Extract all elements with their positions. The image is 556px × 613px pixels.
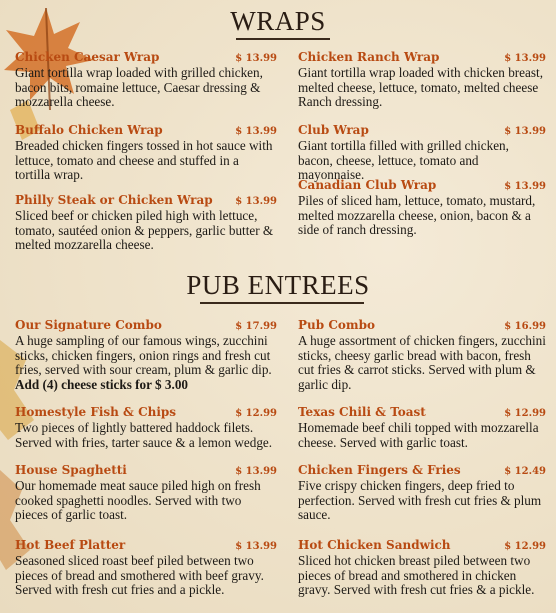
item-price: $ 13.99 bbox=[504, 53, 546, 64]
item-name: Chicken Caesar Wrap bbox=[15, 50, 160, 64]
item-price: $ 13.99 bbox=[235, 466, 277, 477]
menu-item bbox=[15, 318, 277, 392]
item-description: Five crispy chicken fingers, deep fried to perfection. Served with fresh cut fries & plum sauce. bbox=[298, 478, 542, 523]
item-description: Giant tortilla wrap loaded with chicken breast, melted cheese, lettuce, tomato, melted cheese Ranch dressing. bbox=[298, 65, 543, 110]
menu-item bbox=[298, 50, 546, 110]
item-description: Homemade beef chili topped with mozzarella cheese. Served with garlic toast. bbox=[298, 420, 539, 450]
menu-item bbox=[298, 178, 546, 238]
pub-entrees-title: PUB ENTREES bbox=[186, 270, 370, 300]
item-description: Sliced hot chicken breast piled between two pieces of bread and smothered in chicken gravy. Served with fresh cut fries & a pickle. bbox=[298, 553, 535, 598]
item-name: Our Signature Combo bbox=[15, 318, 162, 332]
item-price: $ 12.99 bbox=[504, 541, 546, 552]
menu-item bbox=[15, 193, 277, 253]
item-price: $ 13.99 bbox=[235, 53, 277, 64]
menu-item bbox=[15, 50, 277, 110]
item-price: $ 13.99 bbox=[504, 181, 546, 192]
item-description: Two pieces of lightly battered haddock filets. Served with fries, tarter sauce & a lemon wedge. bbox=[15, 420, 273, 450]
item-name: Hot Beef Platter bbox=[15, 538, 126, 552]
item-name: Club Wrap bbox=[298, 123, 369, 137]
item-price: $ 13.99 bbox=[235, 541, 277, 552]
item-name: House Spaghetti bbox=[15, 463, 127, 477]
menu-item bbox=[298, 538, 546, 598]
item-description: Our homemade meat sauce piled high on fresh cooked spaghetti noodles. Served with two pieces of garlic toast. bbox=[15, 478, 261, 523]
item-description: Seasoned sliced roast beef piled between two pieces of bread and smothered with beef gravy. Served with fresh cut fries and a pickle. bbox=[15, 553, 264, 598]
item-description: Sliced beef or chicken piled high with lettuce, tomato, sautéed onion & peppers, garlic butter & melted mozzarella cheese. bbox=[15, 208, 274, 253]
item-name: Philly Steak or Chicken Wrap bbox=[15, 193, 213, 207]
item-price: $ 12.49 bbox=[504, 466, 546, 477]
item-name: Texas Chili & Toast bbox=[298, 405, 426, 419]
item-price: $ 17.99 bbox=[235, 321, 277, 332]
menu-item bbox=[15, 463, 277, 523]
item-price: $ 16.99 bbox=[504, 321, 546, 332]
menu-item bbox=[298, 405, 546, 450]
item-price: $ 12.99 bbox=[235, 408, 277, 419]
item-price: $ 13.99 bbox=[235, 126, 277, 137]
menu-item bbox=[298, 318, 546, 392]
item-description: A huge assortment of chicken fingers, zucchini sticks, cheesy garlic bread with bacon, fresh cut fries & carrot sticks. Served with plum & garlic dip. bbox=[298, 333, 546, 392]
item-price: $ 12.99 bbox=[504, 408, 546, 419]
item-description: Breaded chicken fingers tossed in hot sauce with lettuce, tomato and cheese and stuffed in a tortilla wrap. bbox=[15, 138, 273, 183]
item-name: Canadian Club Wrap bbox=[298, 178, 437, 192]
menu-item bbox=[15, 405, 277, 450]
item-name: Chicken Fingers & Fries bbox=[298, 463, 461, 477]
item-description: Giant tortilla filled with grilled chicken, bacon, cheese, lettuce, tomato and mayonnaise. bbox=[298, 138, 509, 183]
menu-item bbox=[298, 123, 546, 183]
item-addon: Add (4) cheese sticks for $ 3.00 bbox=[15, 376, 189, 392]
pub-entrees-title-underline bbox=[200, 302, 364, 304]
menu-item bbox=[298, 463, 546, 523]
item-price: $ 13.99 bbox=[235, 196, 277, 207]
item-price: $ 13.99 bbox=[504, 126, 546, 137]
item-description: A huge sampling of our famous wings, zucchini sticks, chicken fingers, onion rings and fresh cut fries, served with sour cream, plum & garlic dip. bbox=[15, 333, 272, 378]
wraps-title-underline bbox=[236, 38, 330, 40]
item-name: Hot Chicken Sandwich bbox=[298, 538, 451, 552]
item-name: Chicken Ranch Wrap bbox=[298, 50, 440, 64]
item-name: Pub Combo bbox=[298, 318, 375, 332]
item-name: Homestyle Fish & Chips bbox=[15, 405, 177, 419]
item-description: Giant tortilla wrap loaded with grilled chicken, bacon bits, romaine lettuce, Caesar dressing & mozzarella cheese. bbox=[15, 65, 263, 110]
menu-item bbox=[15, 538, 277, 598]
item-name: Buffalo Chicken Wrap bbox=[15, 123, 163, 137]
menu-item bbox=[15, 123, 277, 183]
item-description: Piles of sliced ham, lettuce, tomato, mustard, melted mozzarella cheese, onion, bacon & a side of ranch dressing. bbox=[298, 193, 536, 238]
wraps-title: WRAPS bbox=[230, 6, 326, 36]
